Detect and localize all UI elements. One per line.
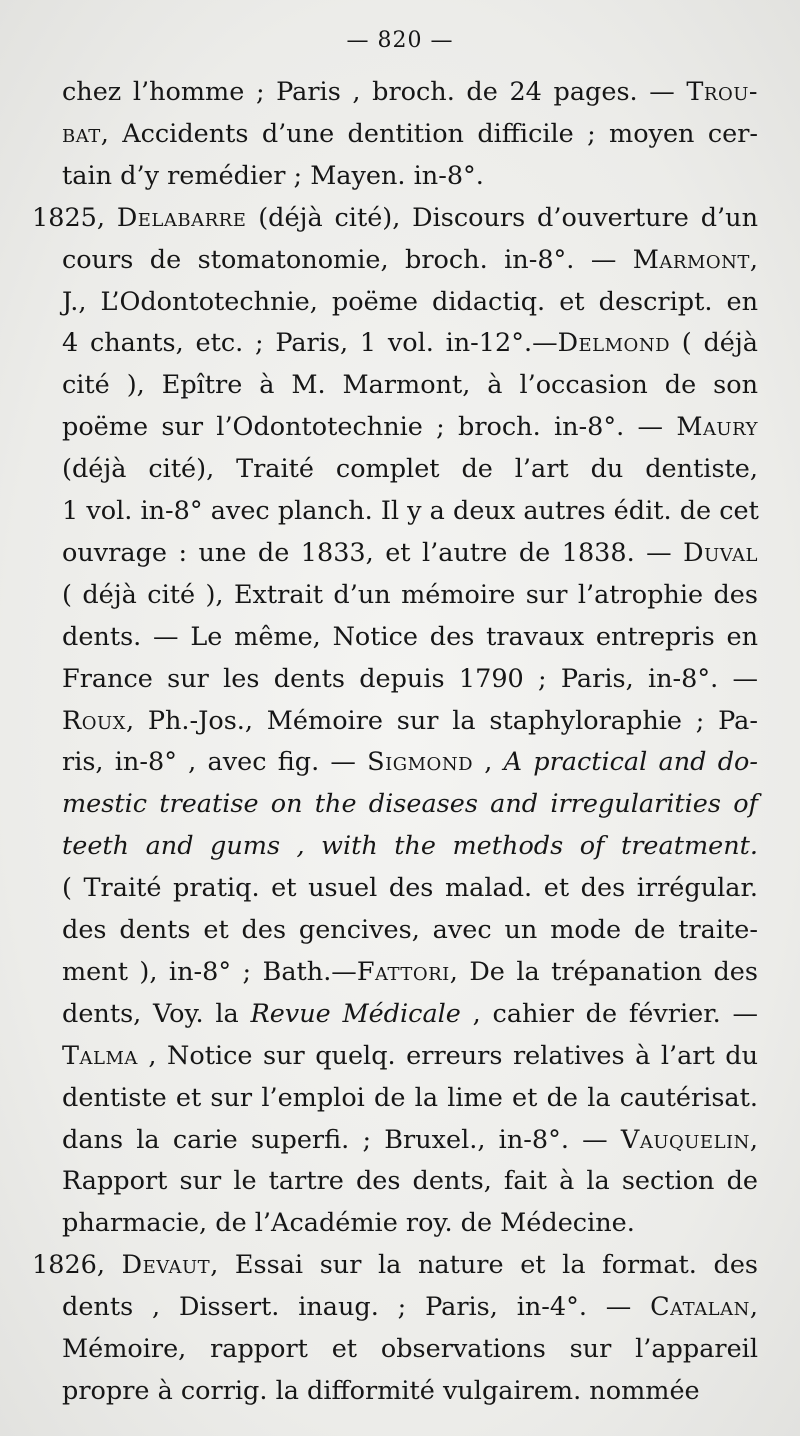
text-line: 1 vol. in-8° avec planch. Il y a deux autres édit. de cet	[62, 496, 759, 526]
text-line: ouvrage : une de 1833, et l’autre de 1838. — Duval	[62, 537, 758, 568]
text-line: Talma , Notice sur quelq. erreurs relatives à l’art du	[62, 1040, 758, 1071]
text-line: propre à corrig. la difformité vulgairem. nommée	[62, 1375, 700, 1406]
text-line: (déjà cité), Traité complet de l’art du dentiste,	[62, 454, 758, 485]
text-line: Roux, Ph.-Jos., Mémoire sur la staphyloraphie ; Pa-	[62, 705, 758, 736]
text-line: ( déjà cité ), Extrait d’un mémoire sur l’atrophie des	[62, 579, 758, 610]
text-line: Mémoire, rapport et observations sur l’appareil	[62, 1334, 758, 1364]
text-line: poëme sur l’Odontotechnie ; broch. in-8°. — Maury	[62, 412, 758, 443]
text-line: ment ), in-8° ; Bath.—Fattori, De la trépanation des	[62, 956, 758, 987]
text-line: chez l’homme ; Paris , broch. de 24 pages. — Trou-	[62, 77, 758, 107]
text-line: dents , Dissert. inaug. ; Paris, in-4°. — Catalan,	[62, 1292, 758, 1323]
text-line: dents, Voy. la Revue Médicale , cahier de février. —	[62, 998, 758, 1029]
text-line: dentiste et sur l’emploi de la lime et de la cautérisat.	[62, 1082, 758, 1113]
text-line: cours de stomatonomie, broch. in-8°. — Marmont,	[62, 244, 758, 275]
text-line: J., L’Odontotechnie, poëme didactiq. et descript. en	[62, 286, 758, 317]
text-line: 1826, Devaut, Essai sur la nature et la format. des	[32, 1250, 758, 1281]
text-line: dents. — Le même, Notice des travaux entrepris en	[62, 621, 758, 652]
text-line: mestic treatise on the diseases and irregularities of	[62, 789, 758, 820]
text-line: cité ), Epître à M. Marmont, à l’occasion de son	[62, 370, 758, 401]
text-line: ris, in-8° , avec fig. — Sigmond , A practical and do-	[62, 747, 759, 778]
text-line: ( Traité pratiq. et usuel des malad. et des irrégular.	[62, 873, 758, 904]
page-number: — 820 —	[346, 28, 454, 53]
text-line: France sur les dents depuis 1790 ; Paris, in-8°. —	[62, 663, 758, 694]
text-line: bat, Accidents d’une dentition difficile ; moyen cer-	[62, 118, 758, 149]
text-line: 4 chants, etc. ; Paris, 1 vol. in-12°.—Delmond ( déjà	[62, 328, 758, 359]
text-line: Rapport sur le tartre des dents, fait à la section de	[62, 1166, 758, 1197]
text-line: des dents et des gencives, avec un mode de traite-	[62, 915, 758, 945]
text-line: dans la carie superfi. ; Bruxel., in-8°. — Vauquelin,	[62, 1124, 758, 1155]
text-line: 1825, Delabarre (déjà cité), Discours d’ouverture d’un	[32, 202, 758, 233]
text-line: pharmacie, de l’Académie roy. de Médecine.	[62, 1208, 635, 1239]
text-line: teeth and gums , with the methods of treatment.	[62, 831, 758, 862]
text-line: tain d’y remédier ; Mayen. in-8°.	[62, 160, 484, 191]
